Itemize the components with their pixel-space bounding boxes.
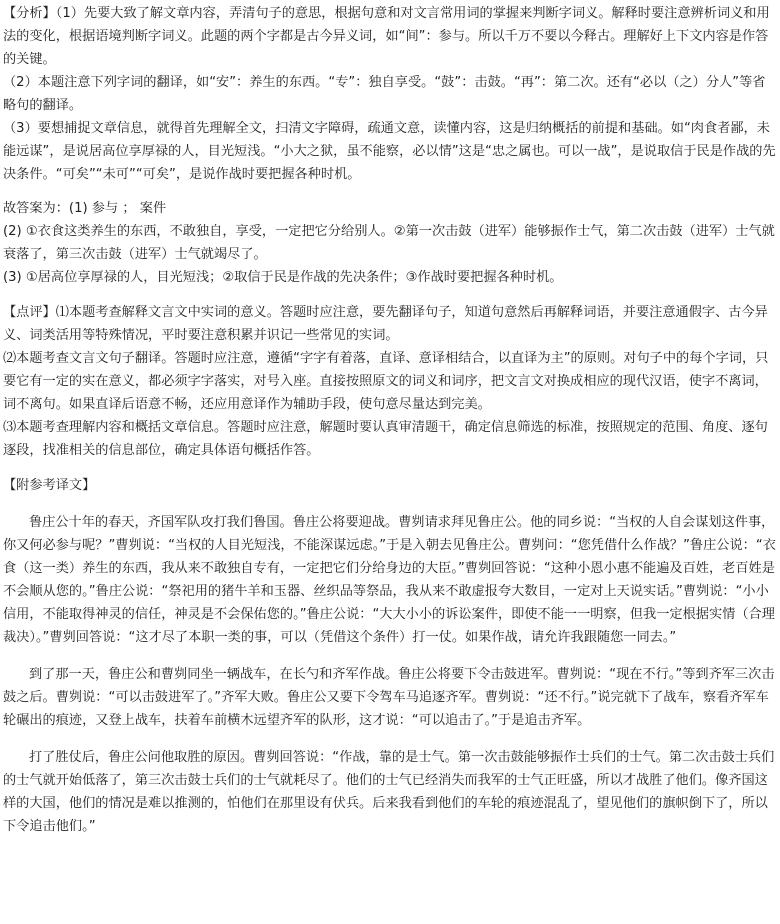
comment-paragraph-3: ⑶本题考查理解内容和概括文章信息。答题时应注意，解题时要认真审清题干，确定信息筛选的标准，按照规定的范围、角度、逐句逐段，找准相关的信息部位，确定具体语句概括作答。 — [3, 420, 768, 458]
analysis-paragraph-1: 【分析】（1）先要大致了解文章内容，弄清句子的意思，根据句意和对文言常用词的掌握来判断字词义。解释时要注意辨析词义和用法的变化，根据语境判断字词义。此题的两个字都是古今异义词，如“间”：参与。所以千万不要以今释古。理解好上下文内容是作答的关键。 — [3, 6, 770, 67]
spacer — [3, 289, 777, 301]
answer-line-2: (2) ①衣食这类养生的东西，不敢独自，享受，一定把它分给别人。②第一次击鼓（进军）能够振作士气，第二次击鼓（进军）士气就衰落了，第三次击鼓（进军）士气就竭尽了。 — [3, 224, 775, 262]
comment-section — [3, 301, 777, 462]
translation-section — [3, 474, 777, 838]
analysis-paragraph-3: （3）要想捕捉文章信息，就得首先理解全文，扫清文字障碍，疏通文意，读懂内容，这是归纳概括的前提和基础。如“肉食者鄙，未能远谋”，是说居高位享厚禄的人，目光短浅。“小大之狱，虽不能察，必以情”这是“忠之属也。可以一战”，是说取信于民是作战的先决条件。“可矣”“未可”“可矣”，是说作战时要把握各种时机。 — [3, 121, 776, 182]
translation-paragraph-1: 鲁庄公十年的春天，齐国军队攻打我们鲁国。鲁庄公将要迎战。曹刿请求拜见鲁庄公。他的同乡说：“当权的人自会谋划这件事，你又何必参与呢？”曹刿说：“当权的人目光短浅，不能深谋远虑。”于是入朝去见鲁庄公。曹刿问：“您凭借什么作战？”鲁庄公说：“衣食（这一类）养生的东西，我从来不敢独自专有，一定把它们分给身边的大臣。”曹刿回答说：“这种小恩小惠不能遍及百姓，老百姓是不会顺从您的。”鲁庄公说：“祭祀用的猪牛羊和玉器、丝织品等祭品，我从来不敢虚报夸大数目，一定对上天说实话。”曹刿说：“小小信用，不能取得神灵的信任，神灵是不会保佑您的。”鲁庄公说：“大大小小的诉讼案件，即使不能一一明察，但我一定根据实情（合理裁决）。”曹刿回答说：“这才尽了本职一类的事，可以（凭借这个条件）打一仗。如果作战，请允许我跟随您一同去。” — [3, 515, 776, 645]
answer-section — [3, 197, 777, 289]
translation-paragraph-3: 打了胜仗后，鲁庄公问他取胜的原因。曹刿回答说：“作战，靠的是士气。第一次击鼓能够振作士兵们的士气。第二次击鼓士兵们的士气就开始低落了，第三次击鼓士兵们的士气就耗尽了。他们的士气已经消失而我军的士气正旺盛，所以才战胜了他们。像齐国这样的大国，他们的情况是难以推测的，怕他们在那里设有伏兵。后来我看到他们的车轮的痕迹混乱了，望见他们的旗帜倒下了，所以下令追击他们。” — [3, 750, 775, 834]
analysis-paragraph-2: （2）本题注意下列字词的翻译，如“安”：养生的东西。“专”：独自享受。“鼓”：击鼓。“再”：第二次。还有“必以（之）分人”等省略句的翻译。 — [3, 75, 766, 113]
translation-paragraph-2: 到了那一天，鲁庄公和曹刿同坐一辆战车，在长勺和齐军作战。鲁庄公将要下令击鼓进军。曹刿说：“现在不行。”等到齐军三次击鼓之后。曹刿说：“可以击鼓进军了。”齐军大败。鲁庄公又要下令驾车马追逐齐军。曹刿说：“还不行。”说完就下了战车，察看齐军车轮碾出的痕迹，又登上战车，扶着车前横木远望齐军的队形，这才说：“可以追击了。”于是追击齐军。 — [3, 667, 775, 728]
spacer — [3, 649, 777, 663]
comment-paragraph-2: ⑵本题考查文言文句子翻译。答题时应注意，遵循“字字有着落，直译、意译相结合，以直译为主”的原则。对句子中的每个字词，只要它有一定的实在意义，都必须字字落实，对号入座。直接按照原文的词义和词序，把文言文对换成相应的现代汉语，使字不离词，词不离句。如果直译后语意不畅，还应用意译作为辅助手段，使句意尽量达到完美。 — [3, 351, 769, 412]
translation-heading: 【附参考译文】 — [3, 478, 96, 493]
spacer — [3, 732, 777, 746]
answer-line-3: (3) ①居高位享厚禄的人，目光短浅；②取信于民是作战的先决条件；③作战时要把握各种时机。 — [3, 270, 563, 285]
analysis-section — [3, 2, 777, 186]
spacer — [3, 186, 777, 197]
answer-line-1: 故答案为：(1) 参与 ； 案件 — [3, 201, 167, 216]
spacer — [3, 497, 777, 511]
spacer — [3, 462, 777, 474]
comment-paragraph-1: 【点评】⑴本题考查解释文言文中实词的意义。答题时应注意，要先翻译句子，知道句意然后再解释词语，并要注意通假字、古今异义、词类活用等特殊情况，平时要注意积累并识记一些常见的实词。 — [3, 305, 768, 343]
